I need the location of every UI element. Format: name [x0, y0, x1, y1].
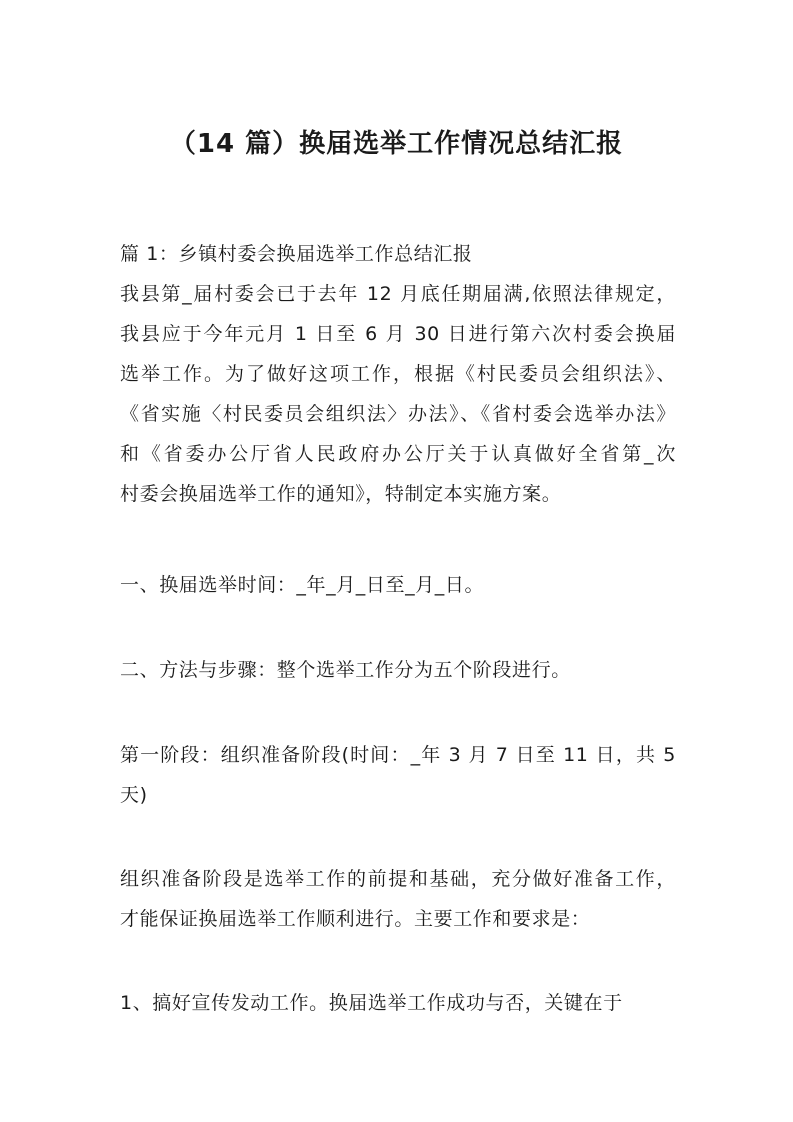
paragraph-line: 和《省委办公厅省人民政府办公厅关于认真做好全省第_次 — [120, 443, 676, 465]
paragraph-line: 1、搞好宣传发动工作。换届选举工作成功与否，关键在于 — [120, 992, 623, 1014]
paragraph-line: 天) — [120, 784, 148, 806]
paragraph-line: 第一阶段：组织准备阶段(时间：_年 3 月 7 日至 11 日，共 5 — [120, 744, 676, 766]
paragraph-line: 我县应于今年元月 1 日至 6 月 30 日进行第六次村委会换届 — [120, 323, 676, 345]
paragraph-line: 一、换届选举时间：_年_月_日至_月_日。 — [120, 574, 485, 596]
document-title: （14 篇）换届选举工作情况总结汇报 — [169, 129, 624, 159]
paragraph-line: 才能保证换届选举工作顺利进行。主要工作和要求是： — [120, 908, 591, 930]
paragraph-line: 选举工作。为了做好这项工作，根据《村民委员会组织法》、 — [120, 363, 676, 385]
section-heading: 篇 1：乡镇村委会换届选举工作总结汇报 — [120, 243, 473, 265]
paragraph-line: 二、方法与步骤：整个选举工作分为五个阶段进行。 — [120, 659, 571, 681]
paragraph-line: 我县第_届村委会已于去年 12 月底任期届满,依照法律规定， — [120, 283, 676, 305]
paragraph-line: 村委会换届选举工作的通知》，特制定本实施方案。 — [120, 483, 562, 505]
paragraph-line: 《省实施〈村民委员会组织法〉办法》、《省村委会选举办法》 — [120, 403, 676, 425]
paragraph-line: 组织准备阶段是选举工作的前提和基础，充分做好准备工作， — [120, 868, 676, 890]
